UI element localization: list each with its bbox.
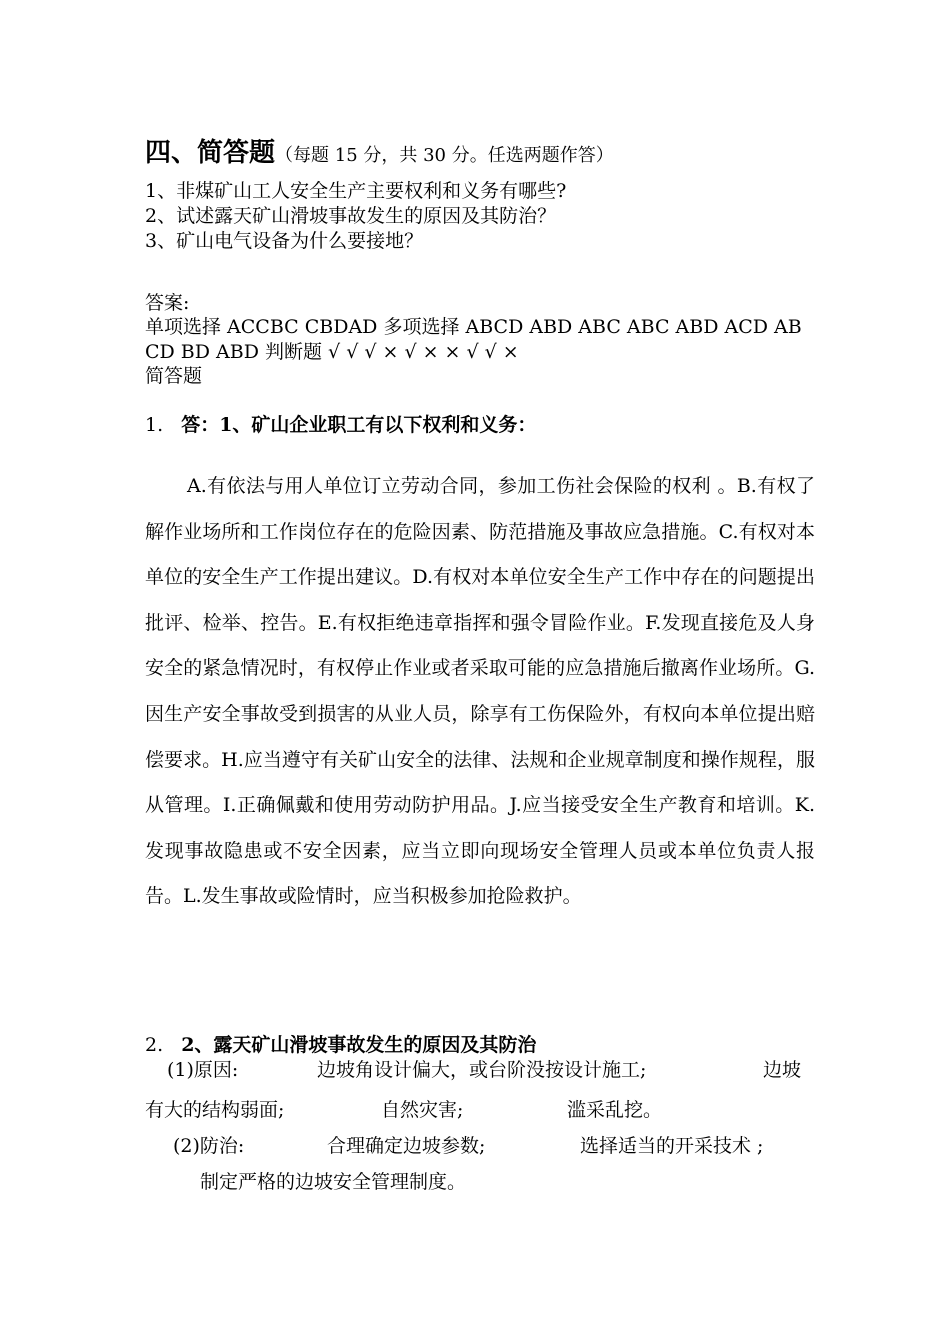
cause-3: 自然灾害;: [381, 1099, 464, 1121]
question-3: 3、矿山电气设备为什么要接地？: [145, 230, 424, 252]
question-2: 2、试述露天矿山滑坡事故发生的原因及其防治？: [145, 205, 557, 227]
cause-2-part-a: 边坡: [763, 1059, 802, 1081]
prevent-3: 制定严格的边坡安全管理制度。: [200, 1171, 467, 1193]
answers-line-3: 简答题: [145, 365, 203, 387]
cause-1: 边坡角设计偏大，或台阶没按设计施工;: [317, 1059, 647, 1081]
answer-1-heading: 答：1、矿山企业职工有以下权利和义务：: [181, 414, 537, 436]
question-1: 1、非煤矿山工人安全生产主要权利和义务有哪些?: [145, 180, 567, 202]
section-title: [145, 132, 614, 169]
answer-2-number: 2.: [145, 1034, 164, 1056]
prevent-2: 选择适当的开采技术 ;: [580, 1135, 764, 1157]
answers-line-2: CD BD ABD 判断题 √ √ √ × √ × × √ √ ×: [145, 341, 519, 363]
section-note: （每题 15 分，共 30 分。任选两题作答）: [275, 145, 614, 166]
cause-label: (1)原因:: [167, 1059, 239, 1081]
answer-2-heading: 2、露天矿山滑坡事故发生的原因及其防治: [181, 1034, 537, 1056]
answer-1-body-text: A.有依法与用人单位订立劳动合同，参加工伤社会保险的权利 。B.有权了解作业场所和工作岗位存在的危险因素、防范措施及事故应急措施。C.有权对本单位的安全生产工作提出建议。D.有权对本单位安全生产工作中存在的问题提出批评、检举、控告。E.有权拒绝违章指挥和强令冒险作业。F.发现直接危及人身安全的紧急情况时，有权停止作业或者采取可能的应急措施后撤离作业场所。G.因生产安全事故受到损害的从业人员，除享有工伤保险外，有权向本单位提出赔偿要求。H.应当遵守有关矿山安全的法律、法规和企业规章制度和操作规程，服从管理。I.正确佩戴和使用劳动防护用品。J.应当接受安全生产教育和培训。K.发现事故隐患或不安全因素，应当立即向现场安全管理人员或本单位负责人报告。L.发生事故或险情时，应当积极参加抢险救护。: [145, 475, 815, 908]
answers-line-1: 单项选择 ACCBC CBDAD 多项选择 ABCD ABD ABC ABC ABD ACD AB: [145, 316, 802, 338]
section-title-text: 四、简答题: [145, 138, 276, 168]
answer-1-heading-row: [145, 410, 536, 437]
answer-1-number: 1.: [145, 414, 164, 436]
cause-4: 滥采乱挖。: [567, 1099, 663, 1121]
answer-1-body: [145, 464, 815, 920]
prevent-1: 合理确定边坡参数;: [327, 1135, 486, 1157]
prevent-label: (2)防治:: [173, 1135, 245, 1157]
cause-2-part-b: 有大的结构弱面;: [145, 1099, 285, 1121]
answer-2-heading-row: [145, 1030, 536, 1057]
answers-label: 答案:: [145, 292, 190, 314]
